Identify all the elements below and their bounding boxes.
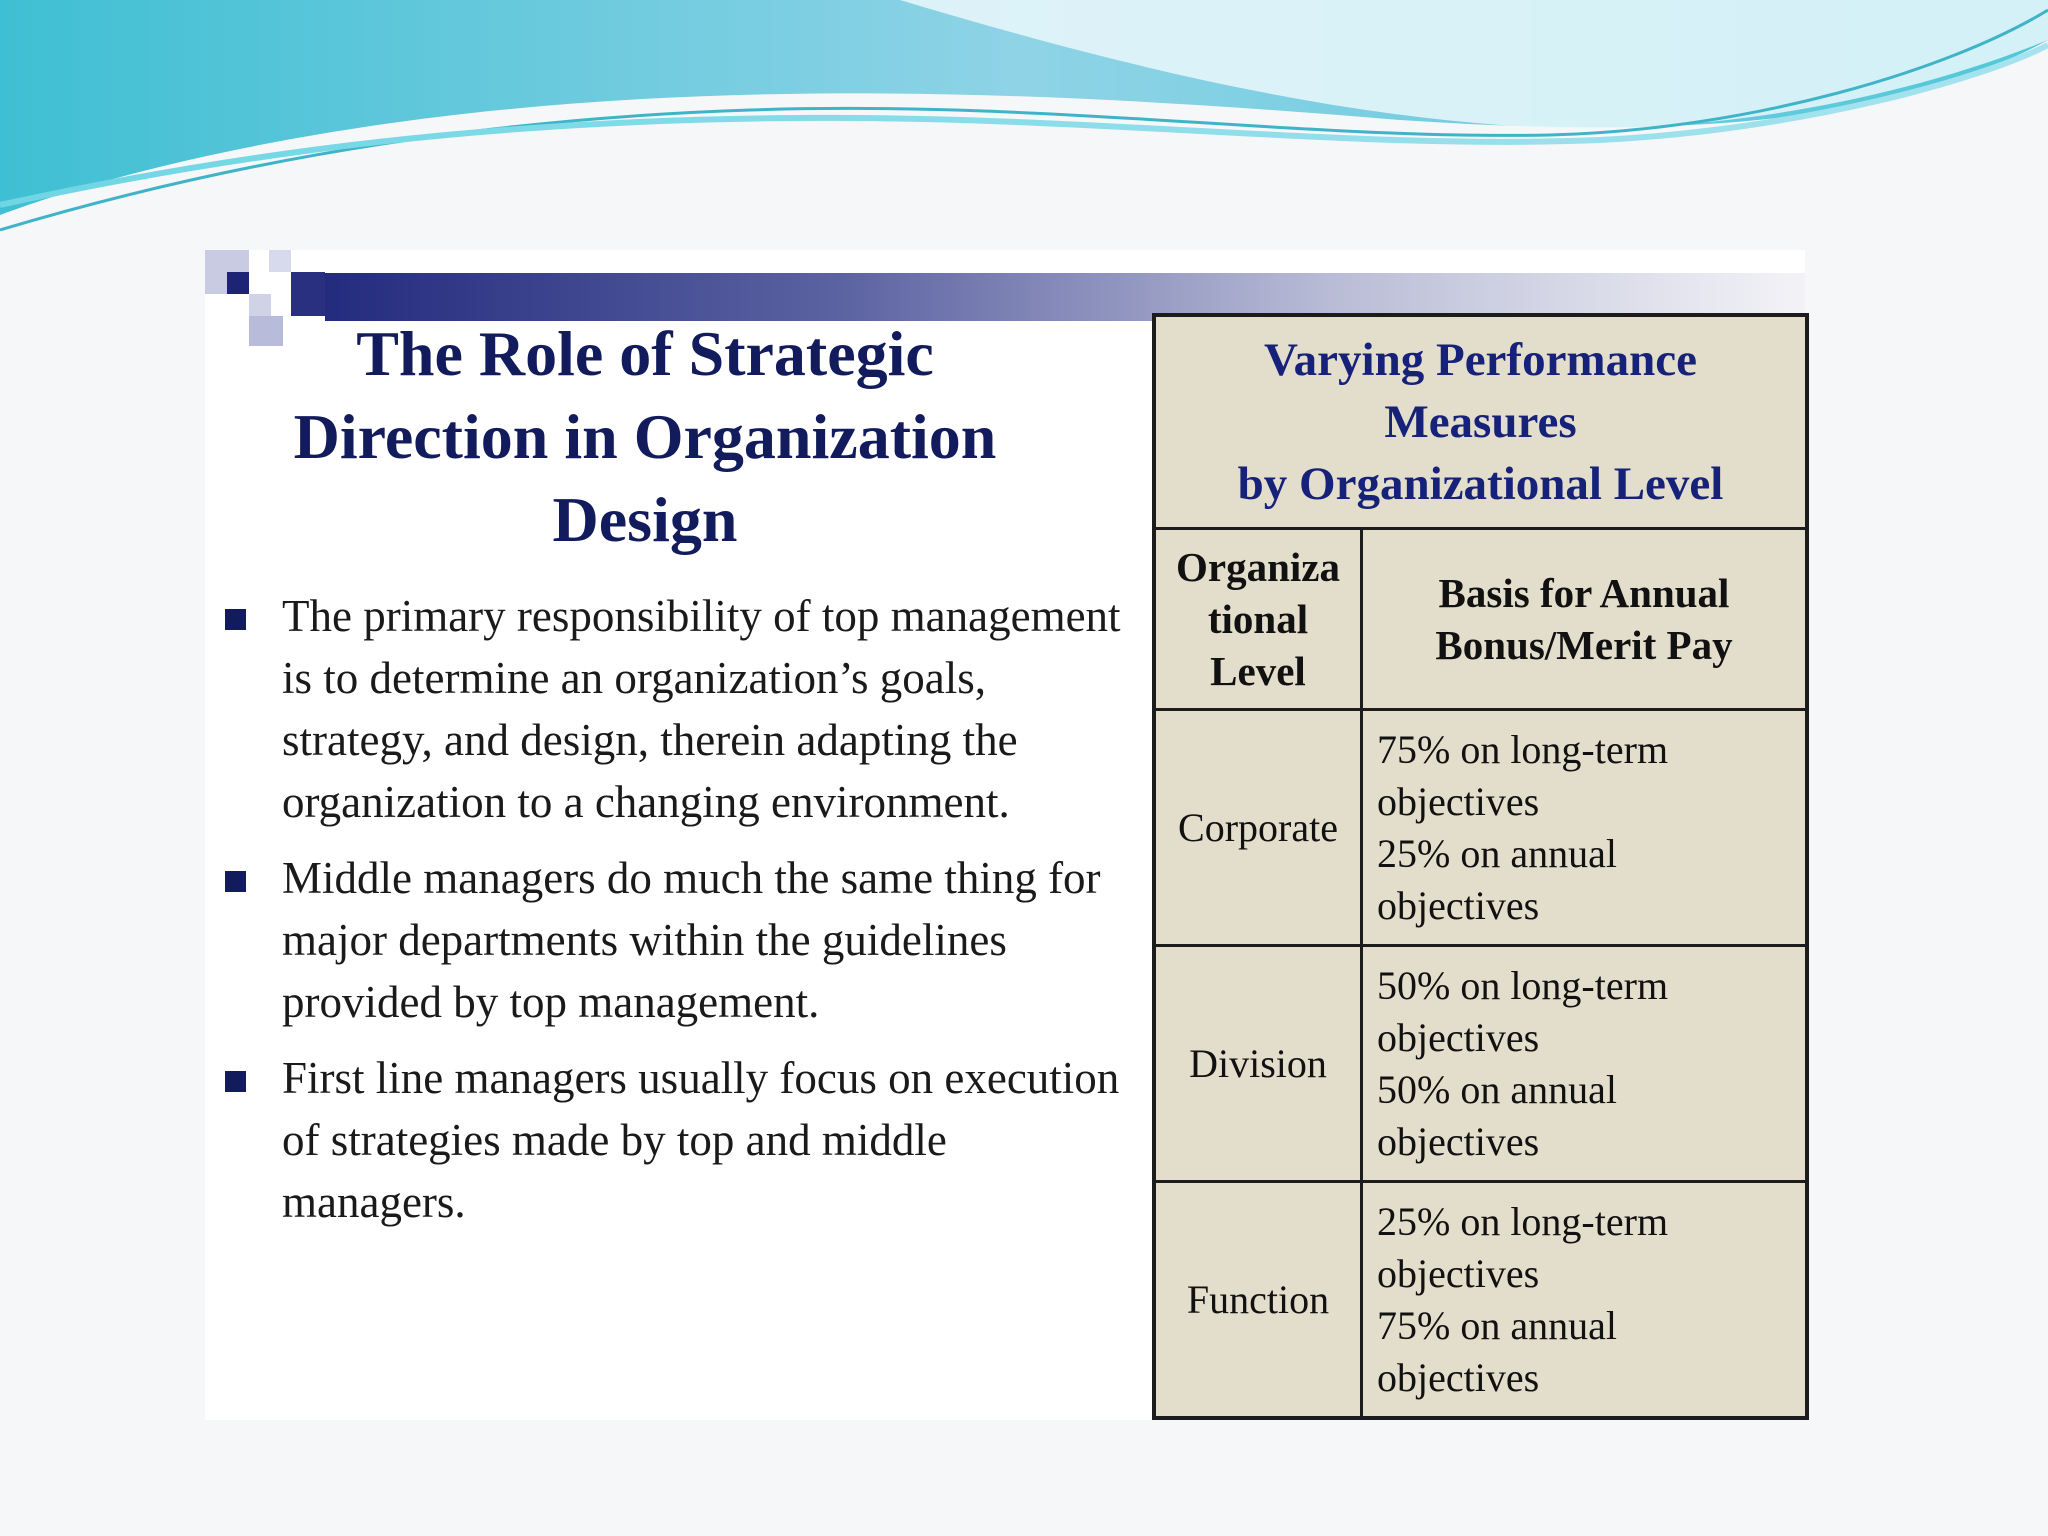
basis-line: 50% on annual bbox=[1377, 1066, 1617, 1112]
basis-line: 50% on long-term bbox=[1377, 962, 1669, 1008]
level-cell: Function bbox=[1154, 1182, 1362, 1419]
slide-title bbox=[225, 312, 1065, 561]
table-caption-row bbox=[1154, 315, 1807, 529]
square-bullet-icon bbox=[225, 871, 246, 892]
table-caption-line: by Organizational Level bbox=[1237, 458, 1724, 510]
table-header-row bbox=[1154, 529, 1807, 710]
slide-title-line: The Role of Strategic bbox=[356, 318, 934, 389]
basis-line: objectives bbox=[1377, 1014, 1540, 1060]
header-line: Organiza bbox=[1176, 544, 1340, 590]
slide-title-line: Direction in Organization bbox=[293, 401, 997, 472]
slide-title-line: Design bbox=[552, 484, 738, 555]
header-basis bbox=[1362, 529, 1808, 710]
table-row bbox=[1154, 946, 1807, 1182]
table-row bbox=[1154, 710, 1807, 946]
basis-cell bbox=[1362, 1182, 1808, 1419]
wave-header-decoration bbox=[0, 0, 2048, 240]
table-caption-line: Varying Performance bbox=[1264, 334, 1697, 386]
basis-line: objectives bbox=[1377, 1354, 1540, 1400]
basis-line: objectives bbox=[1377, 882, 1540, 928]
level-cell: Division bbox=[1154, 946, 1362, 1182]
basis-line: objectives bbox=[1377, 1250, 1540, 1296]
bullet-text: The primary responsibility of top management is to determine an organization’s goals, strategy, and design, therein adapting the organization to a changing environment. bbox=[282, 591, 1121, 827]
header-line: Basis for Annual bbox=[1438, 570, 1730, 616]
basis-line: 25% on long-term bbox=[1377, 1198, 1669, 1244]
basis-line: 75% on long-term bbox=[1377, 726, 1669, 772]
bullet-item bbox=[215, 1047, 1135, 1233]
bullet-text: Middle managers do much the same thing for major departments within the guidelines provided by top management. bbox=[282, 853, 1101, 1027]
basis-cell bbox=[1362, 710, 1808, 946]
header-organizational-level bbox=[1154, 529, 1362, 710]
square-bullet-icon bbox=[225, 1071, 246, 1092]
basis-line: objectives bbox=[1377, 778, 1540, 824]
performance-measures-table bbox=[1152, 313, 1809, 1420]
basis-line: 25% on annual bbox=[1377, 830, 1617, 876]
basis-line: 75% on annual bbox=[1377, 1302, 1617, 1348]
bullet-item bbox=[215, 847, 1135, 1033]
bullet-text: First line managers usually focus on execution of strategies made by top and middle managers. bbox=[282, 1053, 1120, 1227]
header-line: tional bbox=[1207, 596, 1309, 642]
header-line: Level bbox=[1210, 648, 1306, 694]
basis-line: objectives bbox=[1377, 1118, 1540, 1164]
table-row bbox=[1154, 1182, 1807, 1419]
table-caption-line: Measures bbox=[1384, 396, 1577, 448]
table-caption bbox=[1154, 315, 1807, 529]
header-line: Bonus/Merit Pay bbox=[1435, 622, 1733, 668]
bullet-list bbox=[215, 585, 1135, 1247]
bullet-item bbox=[215, 585, 1135, 833]
level-cell: Corporate bbox=[1154, 710, 1362, 946]
basis-cell bbox=[1362, 946, 1808, 1182]
square-bullet-icon bbox=[225, 609, 246, 630]
